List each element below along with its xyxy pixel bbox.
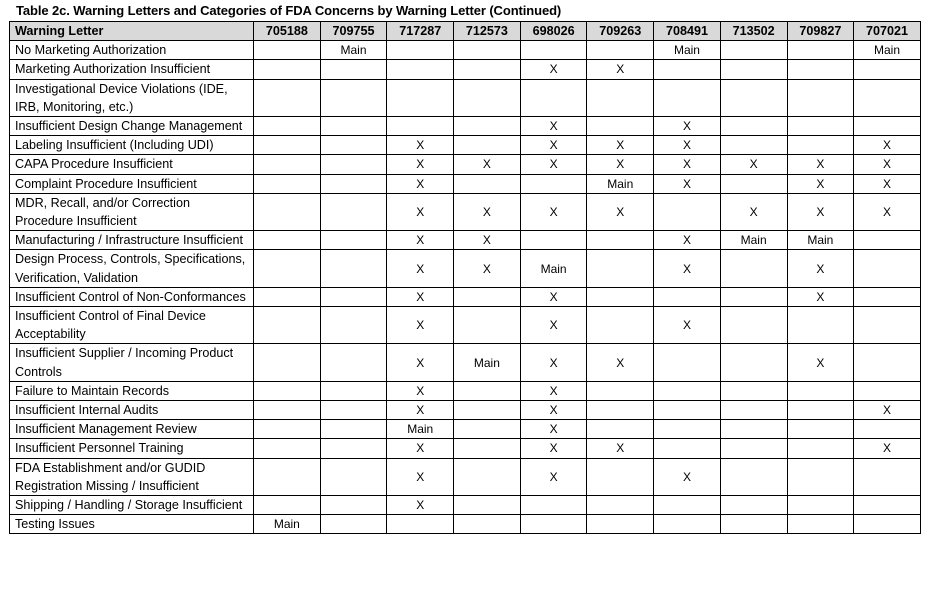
table-cell: X bbox=[587, 155, 654, 174]
table-cell: X bbox=[520, 344, 587, 381]
table-cell: X bbox=[520, 307, 587, 344]
table-cell bbox=[454, 136, 521, 155]
table-cell bbox=[454, 420, 521, 439]
table-cell bbox=[720, 136, 787, 155]
row-label: Insufficient Control of Non-Conformances bbox=[10, 287, 254, 306]
table-cell: X bbox=[720, 193, 787, 230]
row-label: Shipping / Handling / Storage Insufficient bbox=[10, 496, 254, 515]
table-cell bbox=[320, 439, 387, 458]
table-cell: Main bbox=[654, 41, 721, 60]
table-cell bbox=[587, 420, 654, 439]
table-cell bbox=[587, 307, 654, 344]
table-cell bbox=[254, 287, 321, 306]
table-cell: X bbox=[787, 155, 854, 174]
table-row bbox=[10, 496, 921, 515]
table-cell: X bbox=[854, 174, 921, 193]
table-cell bbox=[254, 496, 321, 515]
table-row bbox=[10, 193, 921, 230]
table-cell bbox=[254, 193, 321, 230]
table-cell bbox=[320, 287, 387, 306]
table-cell bbox=[720, 420, 787, 439]
table-cell: X bbox=[520, 193, 587, 230]
table-cell bbox=[854, 60, 921, 79]
table-row bbox=[10, 307, 921, 344]
table-cell bbox=[254, 155, 321, 174]
table-cell bbox=[254, 174, 321, 193]
table-cell: X bbox=[587, 439, 654, 458]
row-label: Failure to Maintain Records bbox=[10, 381, 254, 400]
table-cell: X bbox=[387, 136, 454, 155]
table-cell: X bbox=[787, 287, 854, 306]
header-cell: 709263 bbox=[587, 22, 654, 41]
table-cell bbox=[387, 515, 454, 534]
row-label: Insufficient Control of Final Device Acceptability bbox=[10, 307, 254, 344]
table-cell: X bbox=[520, 60, 587, 79]
table-cell bbox=[854, 117, 921, 136]
table-cell: X bbox=[520, 287, 587, 306]
table-cell bbox=[654, 401, 721, 420]
table-cell bbox=[854, 515, 921, 534]
header-cell: 698026 bbox=[520, 22, 587, 41]
table-body bbox=[10, 41, 921, 534]
table-cell bbox=[587, 41, 654, 60]
table-cell bbox=[454, 287, 521, 306]
table-row bbox=[10, 515, 921, 534]
table-cell bbox=[720, 117, 787, 136]
table-cell: X bbox=[520, 136, 587, 155]
table-cell bbox=[587, 250, 654, 287]
table-cell: X bbox=[454, 193, 521, 230]
table-cell: X bbox=[520, 458, 587, 495]
table-cell: X bbox=[387, 496, 454, 515]
table-cell: X bbox=[654, 136, 721, 155]
table-cell: X bbox=[654, 174, 721, 193]
table-cell bbox=[254, 420, 321, 439]
table-cell: X bbox=[387, 155, 454, 174]
table-cell bbox=[454, 174, 521, 193]
table-cell: Main bbox=[254, 515, 321, 534]
table-cell bbox=[387, 60, 454, 79]
table-cell bbox=[254, 79, 321, 116]
table-cell bbox=[320, 496, 387, 515]
table-cell: X bbox=[387, 174, 454, 193]
table-cell: Main bbox=[720, 231, 787, 250]
table-cell: X bbox=[787, 193, 854, 230]
table-cell bbox=[254, 401, 321, 420]
header-cell: 712573 bbox=[454, 22, 521, 41]
table-row bbox=[10, 79, 921, 116]
table-cell bbox=[454, 79, 521, 116]
row-label: Marketing Authorization Insufficient bbox=[10, 60, 254, 79]
header-cell: 713502 bbox=[720, 22, 787, 41]
table-cell bbox=[320, 420, 387, 439]
table-cell bbox=[654, 439, 721, 458]
table-cell bbox=[320, 117, 387, 136]
table-cell bbox=[787, 439, 854, 458]
table-cell: X bbox=[787, 250, 854, 287]
table-cell bbox=[854, 79, 921, 116]
table-row bbox=[10, 41, 921, 60]
table-row bbox=[10, 231, 921, 250]
table-cell bbox=[320, 307, 387, 344]
table-cell bbox=[720, 515, 787, 534]
table-cell bbox=[854, 307, 921, 344]
table-cell: X bbox=[387, 231, 454, 250]
table-cell bbox=[320, 174, 387, 193]
table-cell bbox=[454, 60, 521, 79]
table-cell bbox=[387, 41, 454, 60]
table-cell bbox=[787, 381, 854, 400]
table-row bbox=[10, 458, 921, 495]
table-row bbox=[10, 174, 921, 193]
table-cell: X bbox=[454, 250, 521, 287]
table-cell: X bbox=[387, 458, 454, 495]
table-cell bbox=[654, 515, 721, 534]
table-cell: X bbox=[654, 307, 721, 344]
table-cell bbox=[254, 41, 321, 60]
table-cell bbox=[254, 250, 321, 287]
header-cell: 705188 bbox=[254, 22, 321, 41]
table-cell bbox=[654, 60, 721, 79]
table-cell bbox=[520, 515, 587, 534]
table-cell bbox=[720, 344, 787, 381]
table-cell bbox=[320, 458, 387, 495]
table-cell: X bbox=[387, 193, 454, 230]
table-cell bbox=[787, 60, 854, 79]
table-row bbox=[10, 136, 921, 155]
table-cell bbox=[587, 79, 654, 116]
table-cell bbox=[854, 287, 921, 306]
table-cell bbox=[787, 420, 854, 439]
table-row bbox=[10, 250, 921, 287]
table-cell bbox=[654, 420, 721, 439]
table-cell bbox=[254, 307, 321, 344]
table-cell bbox=[320, 193, 387, 230]
table-cell bbox=[787, 136, 854, 155]
table-cell: X bbox=[654, 231, 721, 250]
table-cell: X bbox=[387, 439, 454, 458]
header-cell: 708491 bbox=[654, 22, 721, 41]
table-cell bbox=[787, 307, 854, 344]
table-cell bbox=[454, 515, 521, 534]
table-row bbox=[10, 344, 921, 381]
table-cell bbox=[787, 458, 854, 495]
table-cell bbox=[787, 79, 854, 116]
header-row bbox=[10, 22, 921, 41]
table-cell bbox=[320, 344, 387, 381]
table-cell: X bbox=[387, 287, 454, 306]
table-cell bbox=[454, 401, 521, 420]
row-label: Investigational Device Violations (IDE, IRB, Monitoring, etc.) bbox=[10, 79, 254, 116]
row-label: Insufficient Personnel Training bbox=[10, 439, 254, 458]
table-cell bbox=[720, 250, 787, 287]
table-cell bbox=[854, 381, 921, 400]
table-cell bbox=[787, 41, 854, 60]
table-cell bbox=[654, 381, 721, 400]
table-cell: X bbox=[520, 401, 587, 420]
table-cell bbox=[520, 79, 587, 116]
table-row bbox=[10, 381, 921, 400]
header-cell: 709755 bbox=[320, 22, 387, 41]
table-cell: Main bbox=[387, 420, 454, 439]
table-row bbox=[10, 287, 921, 306]
header-cell: 717287 bbox=[387, 22, 454, 41]
table-cell bbox=[720, 496, 787, 515]
table-row bbox=[10, 420, 921, 439]
table-cell bbox=[320, 250, 387, 287]
row-label: CAPA Procedure Insufficient bbox=[10, 155, 254, 174]
table-cell bbox=[320, 381, 387, 400]
table-cell bbox=[720, 174, 787, 193]
table-cell: X bbox=[587, 60, 654, 79]
table-row bbox=[10, 439, 921, 458]
table-cell: Main bbox=[587, 174, 654, 193]
table-cell bbox=[720, 79, 787, 116]
table-cell bbox=[320, 155, 387, 174]
row-label: Insufficient Management Review bbox=[10, 420, 254, 439]
table-cell bbox=[520, 174, 587, 193]
table-cell: Main bbox=[854, 41, 921, 60]
table-cell: Main bbox=[787, 231, 854, 250]
table-cell bbox=[720, 60, 787, 79]
table-row bbox=[10, 60, 921, 79]
table-cell bbox=[387, 79, 454, 116]
table-cell bbox=[854, 458, 921, 495]
table-cell: X bbox=[587, 136, 654, 155]
table-cell bbox=[587, 231, 654, 250]
table-cell: Main bbox=[454, 344, 521, 381]
table-cell bbox=[454, 117, 521, 136]
row-label: Insufficient Internal Audits bbox=[10, 401, 254, 420]
table-cell bbox=[654, 193, 721, 230]
table-cell: X bbox=[587, 344, 654, 381]
table-cell: X bbox=[387, 344, 454, 381]
table-cell bbox=[520, 231, 587, 250]
table-cell bbox=[587, 287, 654, 306]
header-cell: 707021 bbox=[854, 22, 921, 41]
table-cell bbox=[587, 117, 654, 136]
table-cell: X bbox=[520, 420, 587, 439]
table-cell: X bbox=[587, 193, 654, 230]
table-cell bbox=[854, 250, 921, 287]
table-cell bbox=[720, 401, 787, 420]
table-cell bbox=[254, 117, 321, 136]
table-cell: X bbox=[387, 401, 454, 420]
table-cell: X bbox=[787, 344, 854, 381]
table-row bbox=[10, 155, 921, 174]
table-cell: X bbox=[854, 439, 921, 458]
table-cell: X bbox=[454, 155, 521, 174]
table-cell bbox=[720, 458, 787, 495]
table-cell: Main bbox=[320, 41, 387, 60]
table-cell bbox=[654, 344, 721, 381]
table-cell bbox=[587, 515, 654, 534]
table-cell: X bbox=[387, 250, 454, 287]
table-cell: Main bbox=[520, 250, 587, 287]
table-cell bbox=[854, 420, 921, 439]
table-cell: X bbox=[720, 155, 787, 174]
table-cell: X bbox=[654, 250, 721, 287]
table-cell bbox=[720, 381, 787, 400]
table-cell bbox=[720, 287, 787, 306]
table-cell: X bbox=[654, 458, 721, 495]
row-label: Design Process, Controls, Specifications, Verification, Validation bbox=[10, 250, 254, 287]
row-label: No Marketing Authorization bbox=[10, 41, 254, 60]
table-cell bbox=[787, 515, 854, 534]
table-cell bbox=[254, 231, 321, 250]
table-cell bbox=[254, 60, 321, 79]
table-cell: X bbox=[454, 231, 521, 250]
table-cell bbox=[387, 117, 454, 136]
row-label: FDA Establishment and/or GUDID Registration Missing / Insufficient bbox=[10, 458, 254, 495]
table-cell bbox=[454, 41, 521, 60]
table-cell bbox=[320, 79, 387, 116]
row-label: MDR, Recall, and/or Correction Procedure Insufficient bbox=[10, 193, 254, 230]
row-label: Testing Issues bbox=[10, 515, 254, 534]
table-cell bbox=[854, 231, 921, 250]
table-cell: X bbox=[854, 401, 921, 420]
table-cell bbox=[320, 60, 387, 79]
table-cell bbox=[854, 496, 921, 515]
table-cell: X bbox=[854, 155, 921, 174]
table-cell bbox=[520, 41, 587, 60]
table-cell bbox=[254, 381, 321, 400]
table-cell bbox=[587, 401, 654, 420]
table-title: Table 2c. Warning Letters and Categories of FDA Concerns by Warning Letter (Continued) bbox=[16, 3, 562, 18]
table-cell bbox=[454, 381, 521, 400]
table-cell bbox=[320, 231, 387, 250]
row-label: Insufficient Design Change Management bbox=[10, 117, 254, 136]
header-cell: 709827 bbox=[787, 22, 854, 41]
table-cell bbox=[454, 439, 521, 458]
table-cell bbox=[254, 344, 321, 381]
table-cell: X bbox=[854, 136, 921, 155]
table-cell: X bbox=[654, 117, 721, 136]
table-cell: X bbox=[387, 307, 454, 344]
table-cell: X bbox=[520, 439, 587, 458]
table-row bbox=[10, 117, 921, 136]
table-cell bbox=[320, 401, 387, 420]
table-row bbox=[10, 401, 921, 420]
row-label: Manufacturing / Infrastructure Insufficient bbox=[10, 231, 254, 250]
table-cell bbox=[254, 458, 321, 495]
table-cell bbox=[254, 439, 321, 458]
table-cell bbox=[654, 79, 721, 116]
table-cell: X bbox=[520, 381, 587, 400]
table-cell bbox=[520, 496, 587, 515]
table-cell: X bbox=[787, 174, 854, 193]
table-cell bbox=[587, 381, 654, 400]
table-cell: X bbox=[387, 381, 454, 400]
table-cell bbox=[320, 136, 387, 155]
table-cell bbox=[720, 439, 787, 458]
table-cell bbox=[454, 496, 521, 515]
table-cell bbox=[854, 344, 921, 381]
row-label: Complaint Procedure Insufficient bbox=[10, 174, 254, 193]
row-label: Labeling Insufficient (Including UDI) bbox=[10, 136, 254, 155]
table-cell bbox=[654, 496, 721, 515]
warning-letter-table bbox=[9, 21, 921, 534]
table-cell bbox=[254, 136, 321, 155]
table-cell: X bbox=[654, 155, 721, 174]
row-label: Insufficient Supplier / Incoming Product Controls bbox=[10, 344, 254, 381]
table-cell bbox=[787, 496, 854, 515]
table-cell: X bbox=[520, 155, 587, 174]
table-cell bbox=[787, 117, 854, 136]
table-cell bbox=[320, 515, 387, 534]
table-cell bbox=[587, 496, 654, 515]
table-cell bbox=[454, 458, 521, 495]
header-cell-label: Warning Letter bbox=[10, 22, 254, 41]
table-cell bbox=[787, 401, 854, 420]
table-cell bbox=[587, 458, 654, 495]
table-cell bbox=[454, 307, 521, 344]
table-cell: X bbox=[854, 193, 921, 230]
table-cell bbox=[720, 307, 787, 344]
table-cell: X bbox=[520, 117, 587, 136]
table-cell bbox=[654, 287, 721, 306]
table-cell bbox=[720, 41, 787, 60]
